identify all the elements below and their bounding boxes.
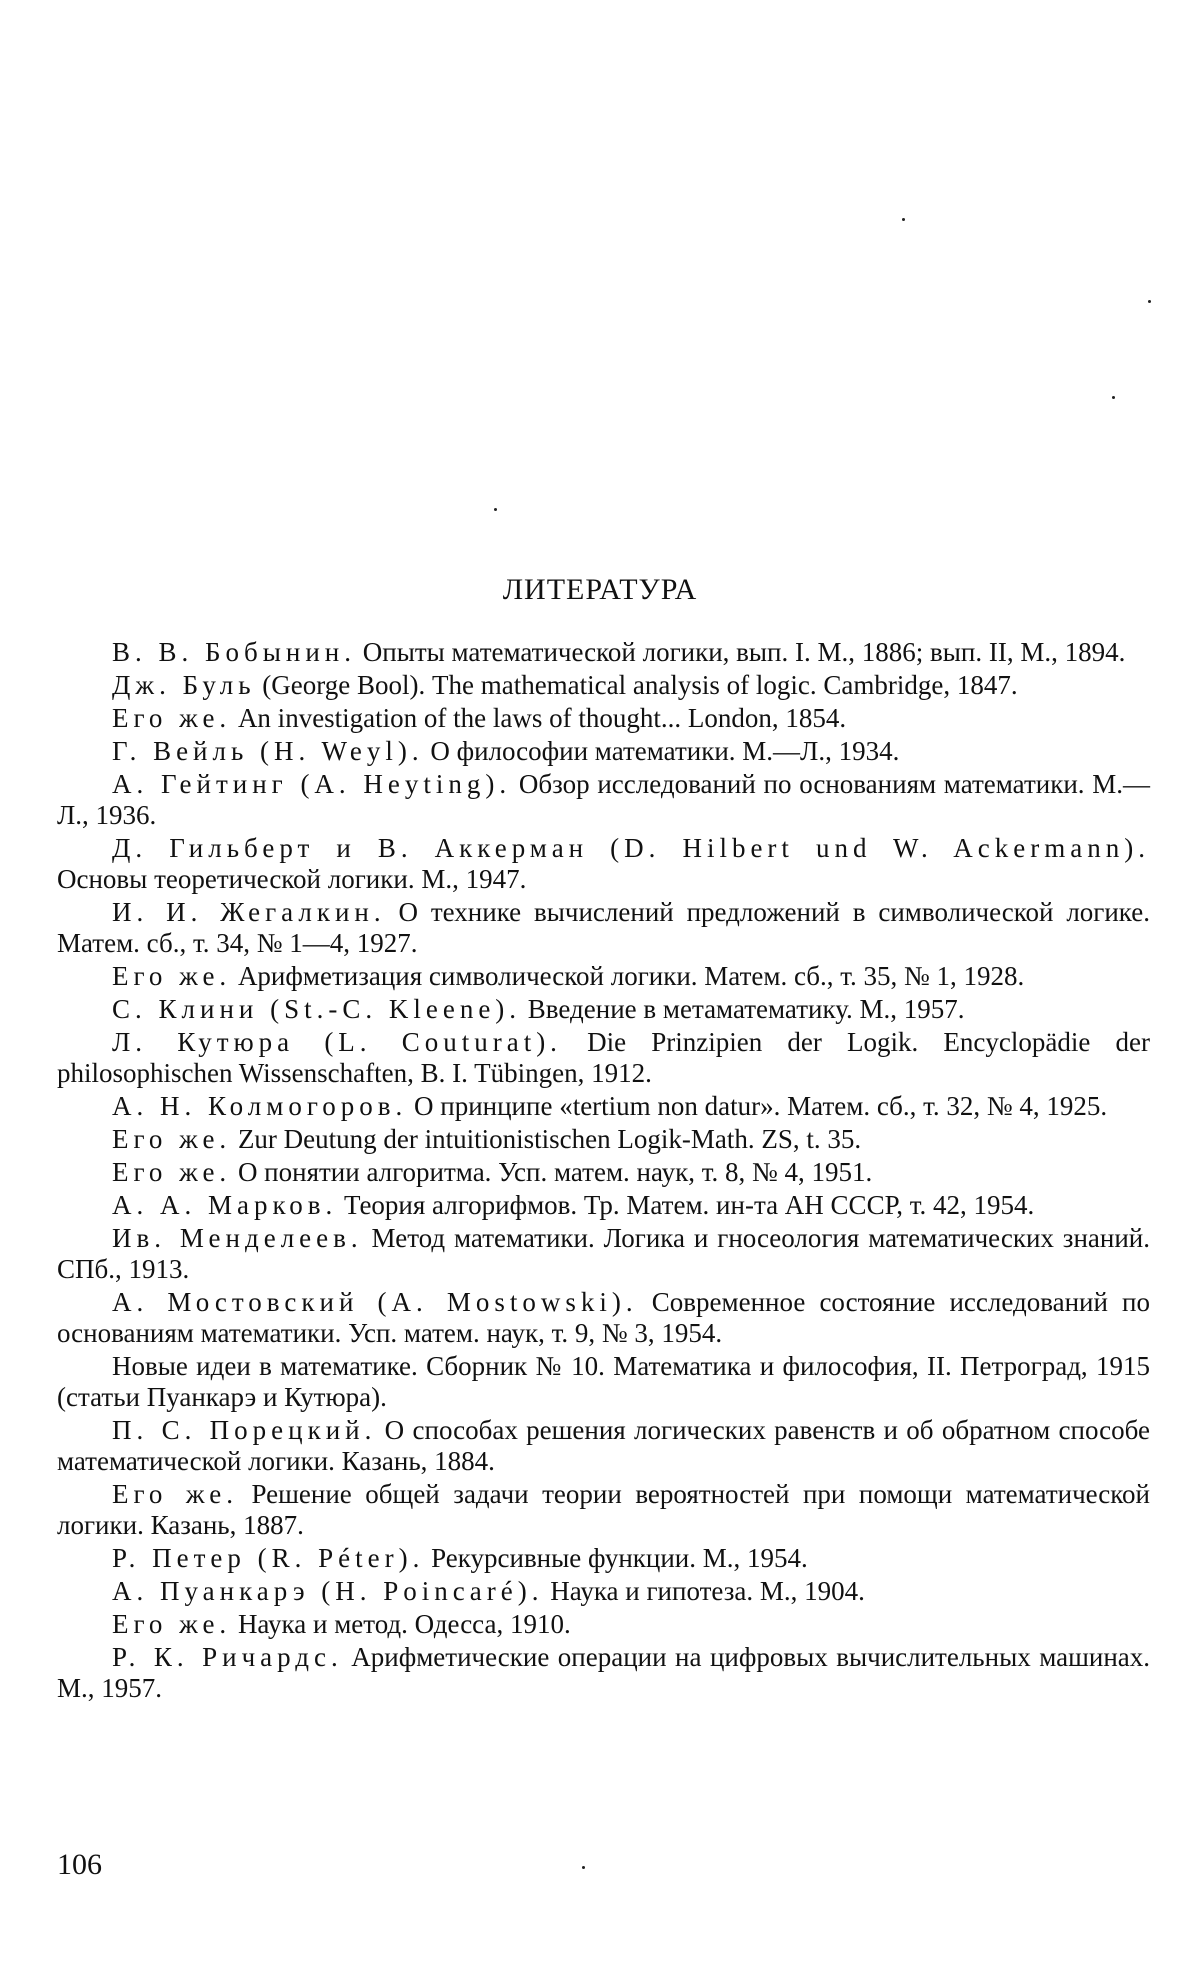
reference-item [57, 670, 1150, 701]
reference-item [57, 897, 1150, 959]
reference-item [57, 1609, 1150, 1640]
reference-item [57, 1642, 1150, 1704]
reference-author: Л. Кутюра (L. Couturat). [112, 1027, 562, 1057]
page-number: 106 [57, 1848, 102, 1881]
reference-text: Наука и метод. Одесса, 1910. [231, 1609, 571, 1639]
reference-text: Наука и гипотеза. М., 1904. [543, 1576, 865, 1606]
reference-text: О понятии алгоритма. Усп. матем. наук, т. 8, № 4, 1951. [231, 1157, 873, 1187]
reference-item [57, 1576, 1150, 1607]
reference-item [57, 1124, 1150, 1155]
reference-author: Его же. [112, 1479, 238, 1509]
reference-author: С. Клини (St.-C. Kleene). [112, 994, 522, 1024]
reference-text: Арифметизация символической логики. Матем. сб., т. 35, № 1, 1928. [231, 961, 1025, 991]
reference-item [57, 769, 1150, 831]
reference-author: А. Мостовский (A. Mostowski). [112, 1287, 638, 1317]
reference-text: Основы теоретической логики. М., 1947. [57, 864, 527, 894]
scan-speck [582, 1866, 585, 1869]
reference-text: Опыты математической логики, вып. I. М., 1886; вып. II, М., 1894. [356, 637, 1126, 667]
reference-author: Его же. [112, 1609, 232, 1639]
reference-item [57, 637, 1150, 668]
reference-author: И. И. Жегалкин. [112, 897, 386, 927]
reference-author: Ив. Менделеев. [112, 1223, 363, 1253]
page-title: ЛИТЕРАТУРА [502, 573, 698, 606]
reference-text: Решение общей задачи теории вероятностей при помощи математической логики. Казань, 1887. [57, 1479, 1150, 1540]
reference-item [57, 1543, 1150, 1574]
reference-text: Современное состояние исследований по основаниям математики. Усп. матем. наук, т. 9, № 3, 1954. [57, 1287, 1151, 1348]
reference-author: В. В. Бобынин. [112, 637, 356, 667]
reference-text: Обзор исследований по основаниям математики. М.—Л., 1936. [57, 769, 1150, 830]
scan-speck [902, 218, 905, 221]
reference-text: О принципе «tertium non datur». Матем. сб., т. 32, № 4, 1925. [407, 1091, 1108, 1121]
reference-author: Р. Петер (R. Péter). [112, 1543, 425, 1573]
scan-speck [1112, 396, 1115, 399]
reference-item [57, 1027, 1150, 1089]
reference-item [57, 1287, 1150, 1349]
reference-text: О философии математики. М.—Л., 1934. [423, 736, 900, 766]
reference-text: Die Prinzipien der Logik. Encyclopädie der philosophischen Wissenschaften, B. I. Tübingen, 1912. [57, 1027, 1150, 1088]
reference-item [57, 1091, 1150, 1122]
reference-item [57, 1190, 1150, 1221]
reference-text: О способах решения логических равенств и об обратном способе математической логики. Казань, 1884. [57, 1415, 1150, 1476]
reference-item [57, 961, 1150, 992]
reference-text: Метод математики. Логика и гносеология математических знаний. СПб., 1913. [57, 1223, 1150, 1284]
reference-text: Новые идеи в математике. Сборник № 10. Математика и философия, II. Петроград, 1915 (статьи Пуанкарэ и Кутюра). [57, 1351, 1150, 1412]
reference-text: Zur Deutung der intuitionistischen Logik-Math. ZS, t. 35. [231, 1124, 862, 1154]
reference-author: Его же. [112, 703, 232, 733]
reference-item [57, 1479, 1150, 1541]
reference-author: Д. Гильберт и В. Аккерман (D. Hilbert und W. Ackermann). [112, 833, 1150, 863]
reference-item [57, 994, 1150, 1025]
reference-author: П. С. Порецкий. [112, 1415, 377, 1445]
reference-author: А. Н. Колмогоров. [112, 1091, 408, 1121]
reference-text: Арифметические операции на цифровых вычислительных машинах. М., 1957. [57, 1642, 1151, 1703]
reference-text: Теория алгорифмов. Тр. Матем. ин-та АН СССР, т. 42, 1954. [337, 1190, 1035, 1220]
reference-author: Р. К. Ричардс. [112, 1642, 343, 1672]
reference-author: Дж. Буль [112, 670, 256, 700]
reference-text: О технике вычислений предложений в символической логике. Матем. сб., т. 34, № 1—4, 1927. [57, 897, 1150, 958]
reference-item [57, 736, 1150, 767]
reference-author: Г. Вейль (H. Weyl). [112, 736, 424, 766]
reference-author: А. Гейтинг (A. Heyting). [112, 769, 512, 799]
scan-speck [494, 508, 497, 511]
reference-text: Введение в метаматематику. М., 1957. [521, 994, 965, 1024]
scan-speck [1148, 300, 1151, 303]
reference-text: (George Bool). The mathematical analysis of logic. Cambridge, 1847. [255, 670, 1018, 700]
reference-author: Его же. [112, 1124, 232, 1154]
reference-item [57, 1223, 1150, 1285]
reference-author: Его же. [112, 1157, 232, 1187]
reference-text: An investigation of the laws of thought... London, 1854. [231, 703, 847, 733]
reference-author: А. А. Марков. [112, 1190, 338, 1220]
reference-item [57, 1351, 1150, 1413]
reference-item [57, 833, 1150, 895]
reference-item [57, 703, 1150, 734]
reference-item [57, 1415, 1150, 1477]
reference-author: А. Пуанкарэ (H. Poincaré). [112, 1576, 544, 1606]
reference-item [57, 1157, 1150, 1188]
reference-text: Рекурсивные функции. М., 1954. [424, 1543, 808, 1573]
reference-list [57, 637, 1150, 1706]
reference-author: Его же. [112, 961, 232, 991]
